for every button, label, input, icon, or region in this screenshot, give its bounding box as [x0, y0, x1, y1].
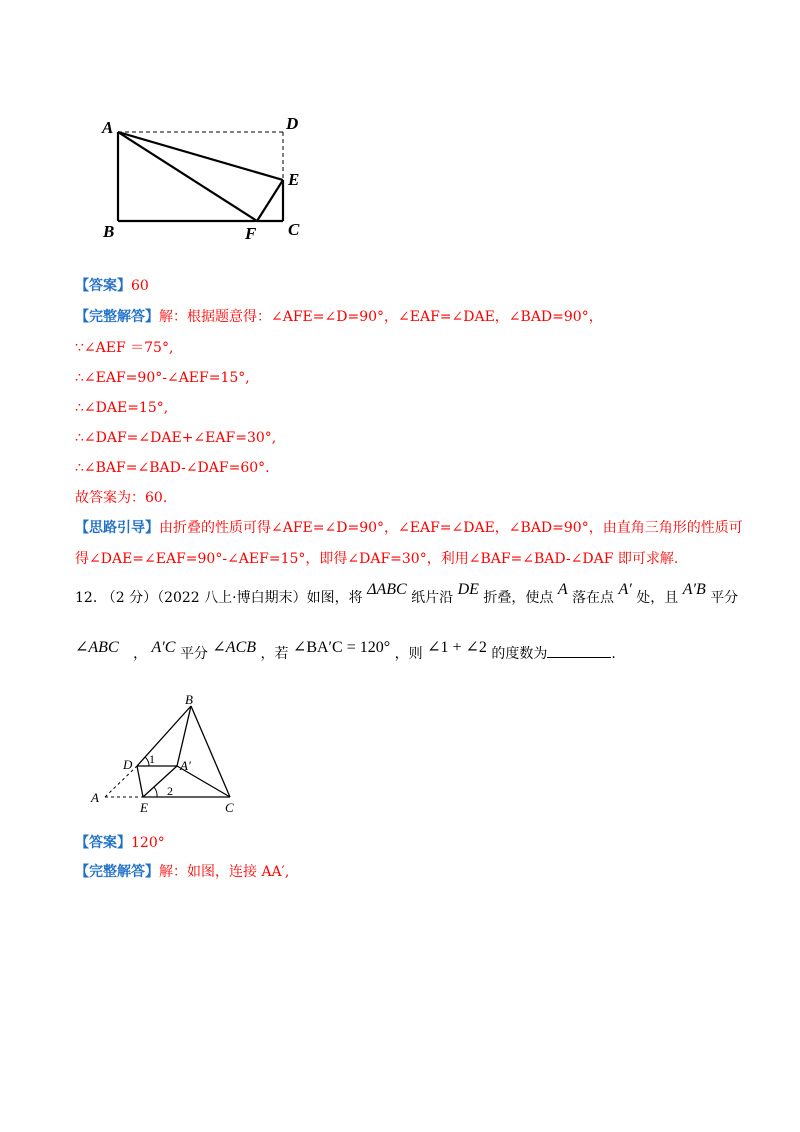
answer-12-value: 120°: [131, 835, 165, 851]
math-sum: ∠1 + ∠2: [427, 639, 487, 656]
label-B: B: [103, 222, 115, 241]
solution-12-line: [75, 862, 289, 882]
solution-line-3: ∴∠EAF=90°-∠AEF=15°,: [75, 370, 250, 386]
text-at: 处，且: [636, 590, 679, 606]
math-A: A: [557, 581, 568, 598]
figure-triangle-fold: [85, 692, 255, 822]
answer-12-line: [75, 833, 165, 853]
solution-line-4: ∴∠DAE=15°,: [75, 400, 169, 416]
solution-line-2: ∵∠AEF ＝75°,: [75, 340, 174, 356]
text-falls-on: 落在点: [572, 590, 615, 606]
text-bisects: 平分: [710, 590, 739, 606]
label-E2: E: [140, 800, 148, 815]
math-DE: DE: [457, 581, 479, 598]
final-answer: 故答案为：60.: [75, 490, 168, 506]
text-paper-along: 纸片沿: [411, 590, 454, 606]
segment-FE: [257, 180, 283, 221]
solution-text: 解：根据题意得：∠AFE=∠D=90°，∠EAF=∠DAE，∠BAD=90°，: [159, 309, 603, 325]
answer-tag: 【答案】: [75, 278, 131, 294]
label-D2: D: [123, 757, 133, 772]
figure-rectangle-fold: [95, 108, 315, 248]
math-AprimeB: A′B: [682, 581, 706, 598]
solution-line-1: [75, 307, 603, 327]
solution-12-text: 解：如图，连接 AA′,: [159, 864, 290, 880]
answer-blank[interactable]: [547, 643, 611, 658]
hint-line-2: 得∠DAE=∠EAF=90°-∠AEF=15°，即得∠DAF=30°，利用∠BAF=∠BAD-∠DAF 即可求解.: [75, 551, 679, 567]
answer-12-tag: 【答案】: [75, 835, 131, 851]
question-12-line-1: [75, 581, 739, 612]
label-C2: C: [225, 800, 234, 815]
solution-line-6: ∴∠BAF=∠BAD-∠DAF=60°.: [75, 460, 270, 476]
text-if: ，若: [260, 646, 289, 662]
question-12-line-2: [75, 640, 616, 668]
label-F: F: [245, 224, 257, 243]
label-A2: A: [91, 790, 99, 805]
math-angle-ABC: ∠ABC: [75, 639, 119, 656]
label-D: D: [286, 114, 299, 133]
comma: ，: [133, 646, 148, 662]
segment-AprimeB: [177, 706, 191, 766]
question-number: 12.: [75, 590, 98, 606]
math-angle-ACB: ∠ACB: [212, 639, 257, 656]
label-two: 2: [167, 784, 173, 798]
period: .: [611, 646, 616, 662]
segment-DE: [137, 766, 143, 797]
text-bisects-2: 平分: [179, 646, 208, 662]
solution-line-5: ∴∠DAF=∠DAE+∠EAF=30°,: [75, 430, 277, 446]
label-one: 1: [149, 752, 155, 766]
label-Aprime2: A′: [180, 758, 191, 773]
hint-tag: 【思路引导】: [75, 520, 159, 536]
math-condition: ∠BA′C = 120°: [292, 639, 391, 656]
text-fold: 折叠，使点: [483, 590, 554, 606]
hint-line-1: [75, 518, 743, 538]
side-BC: [191, 706, 230, 797]
solution-tag: 【完整解答】: [75, 309, 159, 325]
math-Aprime: A′: [618, 581, 632, 598]
text-degree-is: 的度数为: [491, 646, 548, 662]
answer-line: [75, 276, 149, 296]
segment-AE: [118, 132, 283, 180]
label-C: C: [288, 220, 300, 239]
question-meta: （2 分）（2022 八上·博白期末）如图，将: [101, 590, 363, 606]
solution-12-tag: 【完整解答】: [75, 864, 159, 880]
label-E: E: [288, 170, 300, 189]
text-then: ，则: [394, 646, 423, 662]
math-triangle-ABC: ΔABC: [367, 581, 407, 598]
hint-text-1: 由折叠的性质可得∠AFE=∠D=90°，∠EAF=∠DAE，∠BAD=90°，由直角三角形的性质可: [159, 520, 743, 536]
answer-value: 60: [131, 278, 149, 294]
label-B2: B: [185, 692, 193, 707]
math-AprimeC: A′C: [151, 639, 176, 656]
angle-2-arc: [154, 787, 157, 797]
segment-AF: [118, 132, 257, 221]
label-A: A: [102, 118, 114, 137]
